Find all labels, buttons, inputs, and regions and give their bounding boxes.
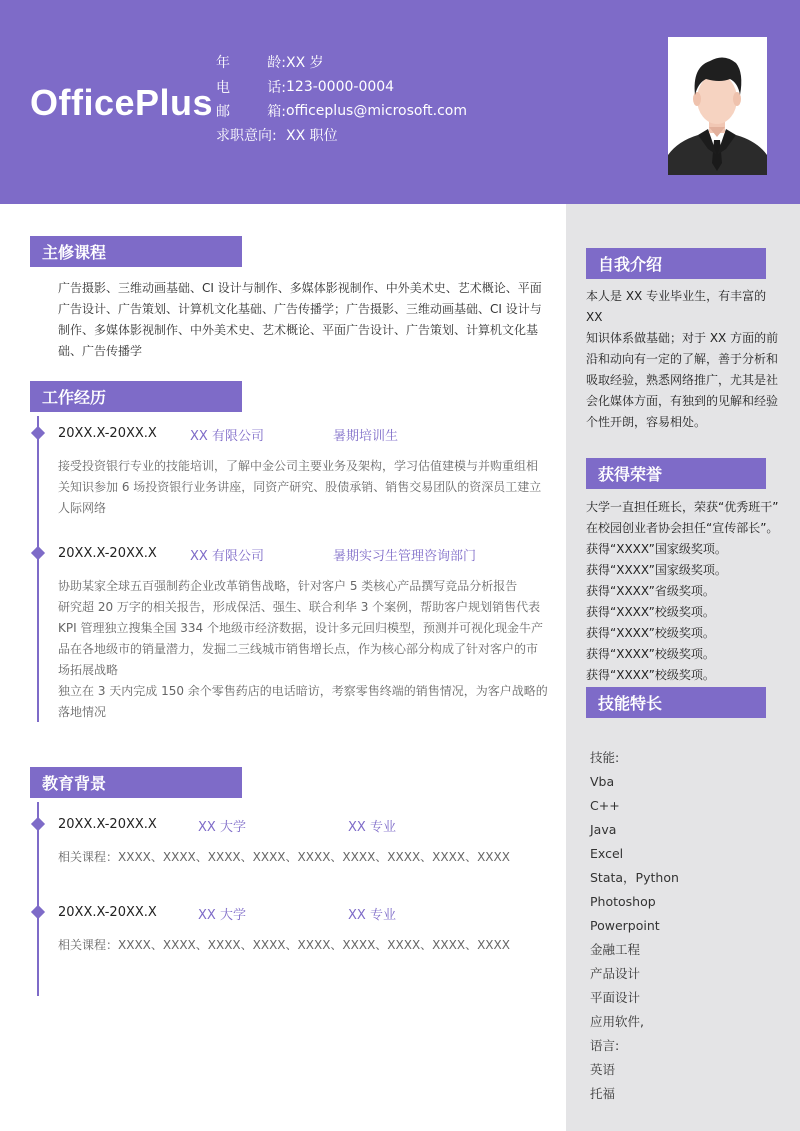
work-entry-role: 暑期培训生 — [333, 429, 399, 444]
courses-text: 广告摄影、三维动画基础、CI 设计与制作、多媒体影视制作、中外美术史、艺术概论、平面 广告设计、广告策划、计算机文化基础、广告传播学；广告摄影、三维动画基础、CI 设计与 制作、多媒体影视制作、中外美术史、艺术概论、平面广告设计、广告策划、计算机文化基 础、广告传播学 — [58, 281, 542, 358]
work-entry-role: 暑期实习生管理咨询部门 — [333, 549, 477, 564]
section-title-honors: 获得荣誉 — [586, 458, 766, 489]
work-entry-1-description: 接受投资银行专业的技能培训，了解中金公司主要业务及架构，学习估值建模与并购重组相 关知识参加 6 场投资银行业务讲座，同资产研究、股债承销、销售交易团队的资深员工建立 人际网络 — [58, 459, 542, 515]
info-email-label: 邮 箱: — [216, 104, 286, 120]
work-entry-date: 20XX.X-20XX.X — [58, 425, 157, 441]
list-item: C++ — [590, 798, 620, 813]
work-entry-company: XX 有限公司 — [190, 549, 264, 564]
info-age-label: 年 龄: — [216, 55, 286, 71]
timeline-diamond-icon — [31, 426, 45, 440]
honors-text: 大学一直担任班长，荣获“优秀班干” 在校园创业者协会担任“宣传部长”。 获得“XXXX”国家级奖项。 获得“XXXX”国家级奖项。 获得“XXXX”省级奖项。 获得“XXXX”校级奖项。 获得“XXXX”校级奖项。 获得“XXXX”校级奖项。 获得“XXXX”校级奖项。 — [586, 500, 779, 682]
list-item: 英语 — [590, 1062, 616, 1077]
work-entry-2-header — [58, 542, 157, 564]
education-entry-school: XX 大学 — [198, 908, 246, 923]
list-item: 应用软件, — [590, 1014, 644, 1029]
info-objective-value: XX 职位 — [286, 128, 338, 144]
skills-list — [590, 746, 679, 1106]
education-entry-1-header — [58, 813, 157, 835]
list-item: 平面设计 — [590, 990, 641, 1005]
list-item: 金融工程 — [590, 942, 641, 957]
info-phone-label: 电 话: — [216, 80, 286, 96]
education-entry-date: 20XX.X-20XX.X — [58, 816, 157, 832]
timeline-diamond-icon — [31, 905, 45, 919]
education-entry-date: 20XX.X-20XX.X — [58, 904, 157, 920]
section-title-education: 教育背景 — [30, 767, 242, 798]
intro-text: 本人是 XX 专业毕业生，有丰富的 XX 知识体系做基础；对于 XX 方面的前 沿和动向有一定的了解，善于分析和 吸取经验，熟悉网络推广，尤其是社 会化媒体方面，有独到的见解和经验 个性开朗，容易相处。 — [586, 289, 779, 429]
info-email-value: officeplus@microsoft.com — [286, 103, 467, 119]
list-item: 产品设计 — [590, 966, 641, 981]
education-entry-2-courses: 相关课程：XXXX、XXXX、XXXX、XXXX、XXXX、XXXX、XXXX、XXXX、XXXX — [58, 938, 510, 952]
education-entry-major: XX 专业 — [348, 820, 396, 835]
list-item: 语言: — [590, 1038, 620, 1053]
work-entry-date: 20XX.X-20XX.X — [58, 545, 157, 561]
info-age — [216, 50, 324, 74]
list-item: 技能: — [590, 750, 620, 765]
list-item: Excel — [590, 846, 624, 861]
header-banner — [0, 0, 800, 204]
education-entry-1-courses: 相关课程：XXXX、XXXX、XXXX、XXXX、XXXX、XXXX、XXXX、XXXX、XXXX — [58, 850, 510, 864]
info-objective — [216, 123, 338, 147]
education-entry-school: XX 大学 — [198, 820, 246, 835]
list-item: 托福 — [590, 1086, 616, 1101]
education-entry-2-header — [58, 901, 157, 923]
education-entry-major: XX 专业 — [348, 908, 396, 923]
work-entry-company: XX 有限公司 — [190, 429, 264, 444]
list-item: Java — [590, 822, 617, 837]
info-objective-label: 求职意向: — [216, 128, 277, 144]
list-item: Photoshop — [590, 894, 656, 909]
work-entry-1-header — [58, 422, 157, 444]
avatar-icon — [668, 37, 767, 175]
section-title-courses: 主修课程 — [30, 236, 242, 267]
work-entry-2-description: 协助某家全球五百强制药企业改革销售战略，针对客户 5 类核心产品撰写竞品分析报告 研究超 20 万字的相关报告，形成保活、强生、联合利华 3 个案例，帮助客户规划销售代表 KPI 管理独立搜集全国 334 个地级市经济数据，设计多元回归模型，预测并可视化现金牛产 品在各地级市的销量潜力，发掘二三线城市销售增长点，作为核心部分构成了针对客户的市 场拓展战略 独立在 3 天内完成 150 余个零售药店的电话暗访，考察零售终端的销售情况，为客户战略的 落地情况 — [58, 579, 548, 719]
info-phone-value: 123-0000-0004 — [286, 79, 395, 95]
brand-name: OfficePlus — [30, 82, 214, 123]
work-timeline — [37, 416, 39, 722]
section-title-skills: 技能特长 — [586, 687, 766, 718]
section-title-intro: 自我介绍 — [586, 248, 766, 279]
info-age-value: XX 岁 — [286, 55, 324, 71]
timeline-diamond-icon — [31, 546, 45, 560]
avatar-photo — [668, 37, 767, 175]
info-phone — [216, 75, 394, 99]
list-item: Powerpoint — [590, 918, 660, 933]
section-title-work: 工作经历 — [30, 381, 242, 412]
list-item: Stata，Python — [590, 870, 679, 885]
info-email — [216, 99, 467, 123]
list-item: Vba — [590, 774, 615, 789]
timeline-diamond-icon — [31, 817, 45, 831]
